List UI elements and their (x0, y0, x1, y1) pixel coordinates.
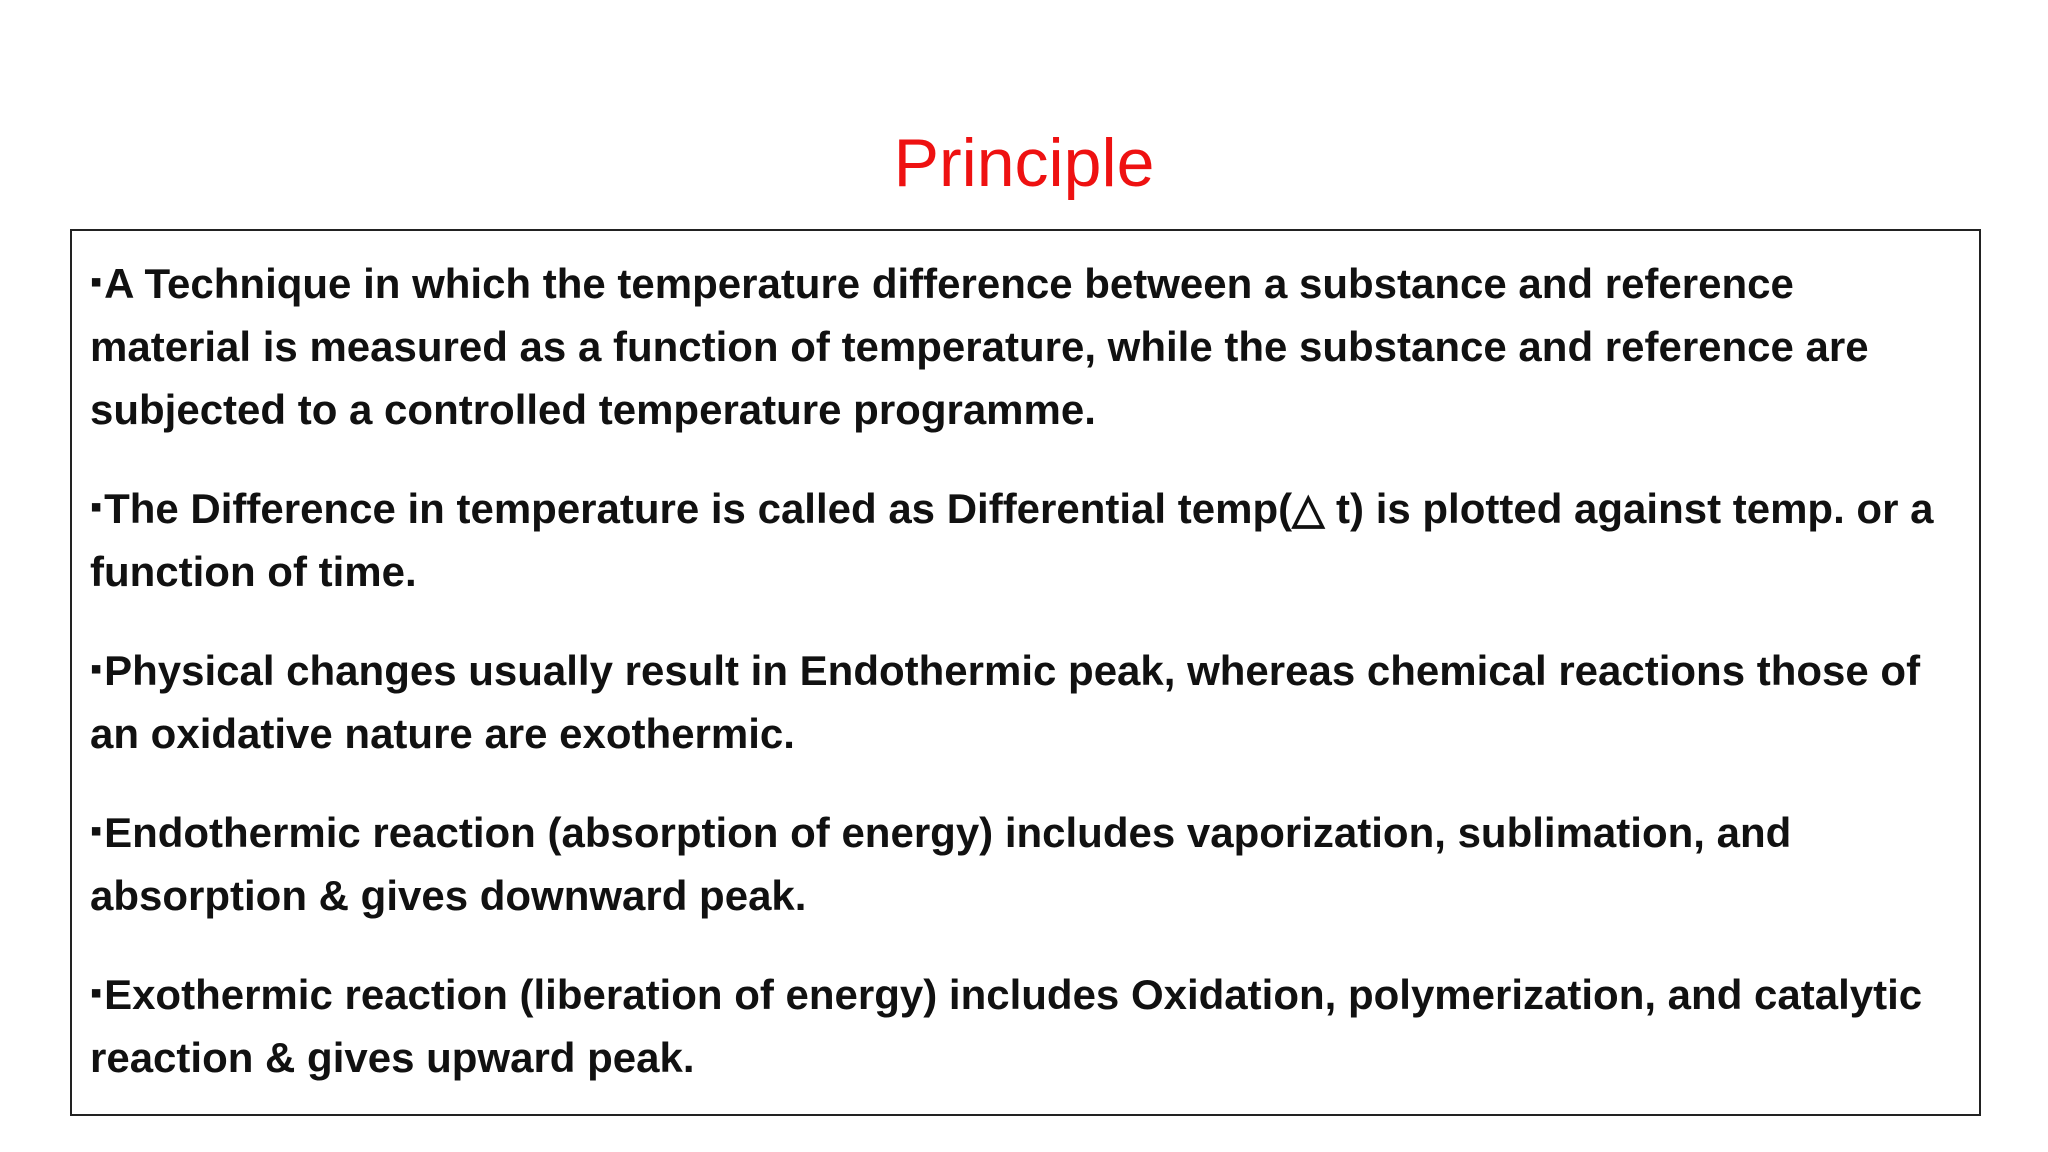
bullet-point-2 (90, 476, 1959, 603)
bullet-text: A Technique in which the temperature difference between a substance and reference material is measured as a function of temperature, while the substance and reference are subjected to a controlled temperature programme. (90, 260, 1869, 433)
bullet-point-1 (90, 251, 1959, 441)
bullet-icon: ▪ (90, 974, 103, 1012)
slide-title: Principle (893, 125, 1155, 201)
bullet-icon: ▪ (90, 812, 103, 850)
bullet-icon: ▪ (90, 263, 103, 301)
bullet-text: The Difference in temperature is called as Differential temp(△ t) is plotted against temp. or a function of time. (90, 485, 1934, 595)
bullet-text: Exothermic reaction (liberation of energy) includes Oxidation, polymerization, and catalytic reaction & gives upward peak. (90, 971, 1923, 1081)
bullet-text: Endothermic reaction (absorption of energy) includes vaporization, sublimation, and absorption & gives downward peak. (90, 809, 1792, 919)
bullet-icon: ▪ (90, 488, 103, 526)
content-box (70, 229, 1981, 1116)
bullet-point-5 (90, 962, 1959, 1089)
bullet-text: Physical changes usually result in Endothermic peak, whereas chemical reactions those of an oxidative nature are exothermic. (90, 647, 1921, 757)
bullet-icon: ▪ (90, 650, 103, 688)
bullet-point-4 (90, 800, 1959, 927)
bullet-point-3 (90, 638, 1959, 765)
